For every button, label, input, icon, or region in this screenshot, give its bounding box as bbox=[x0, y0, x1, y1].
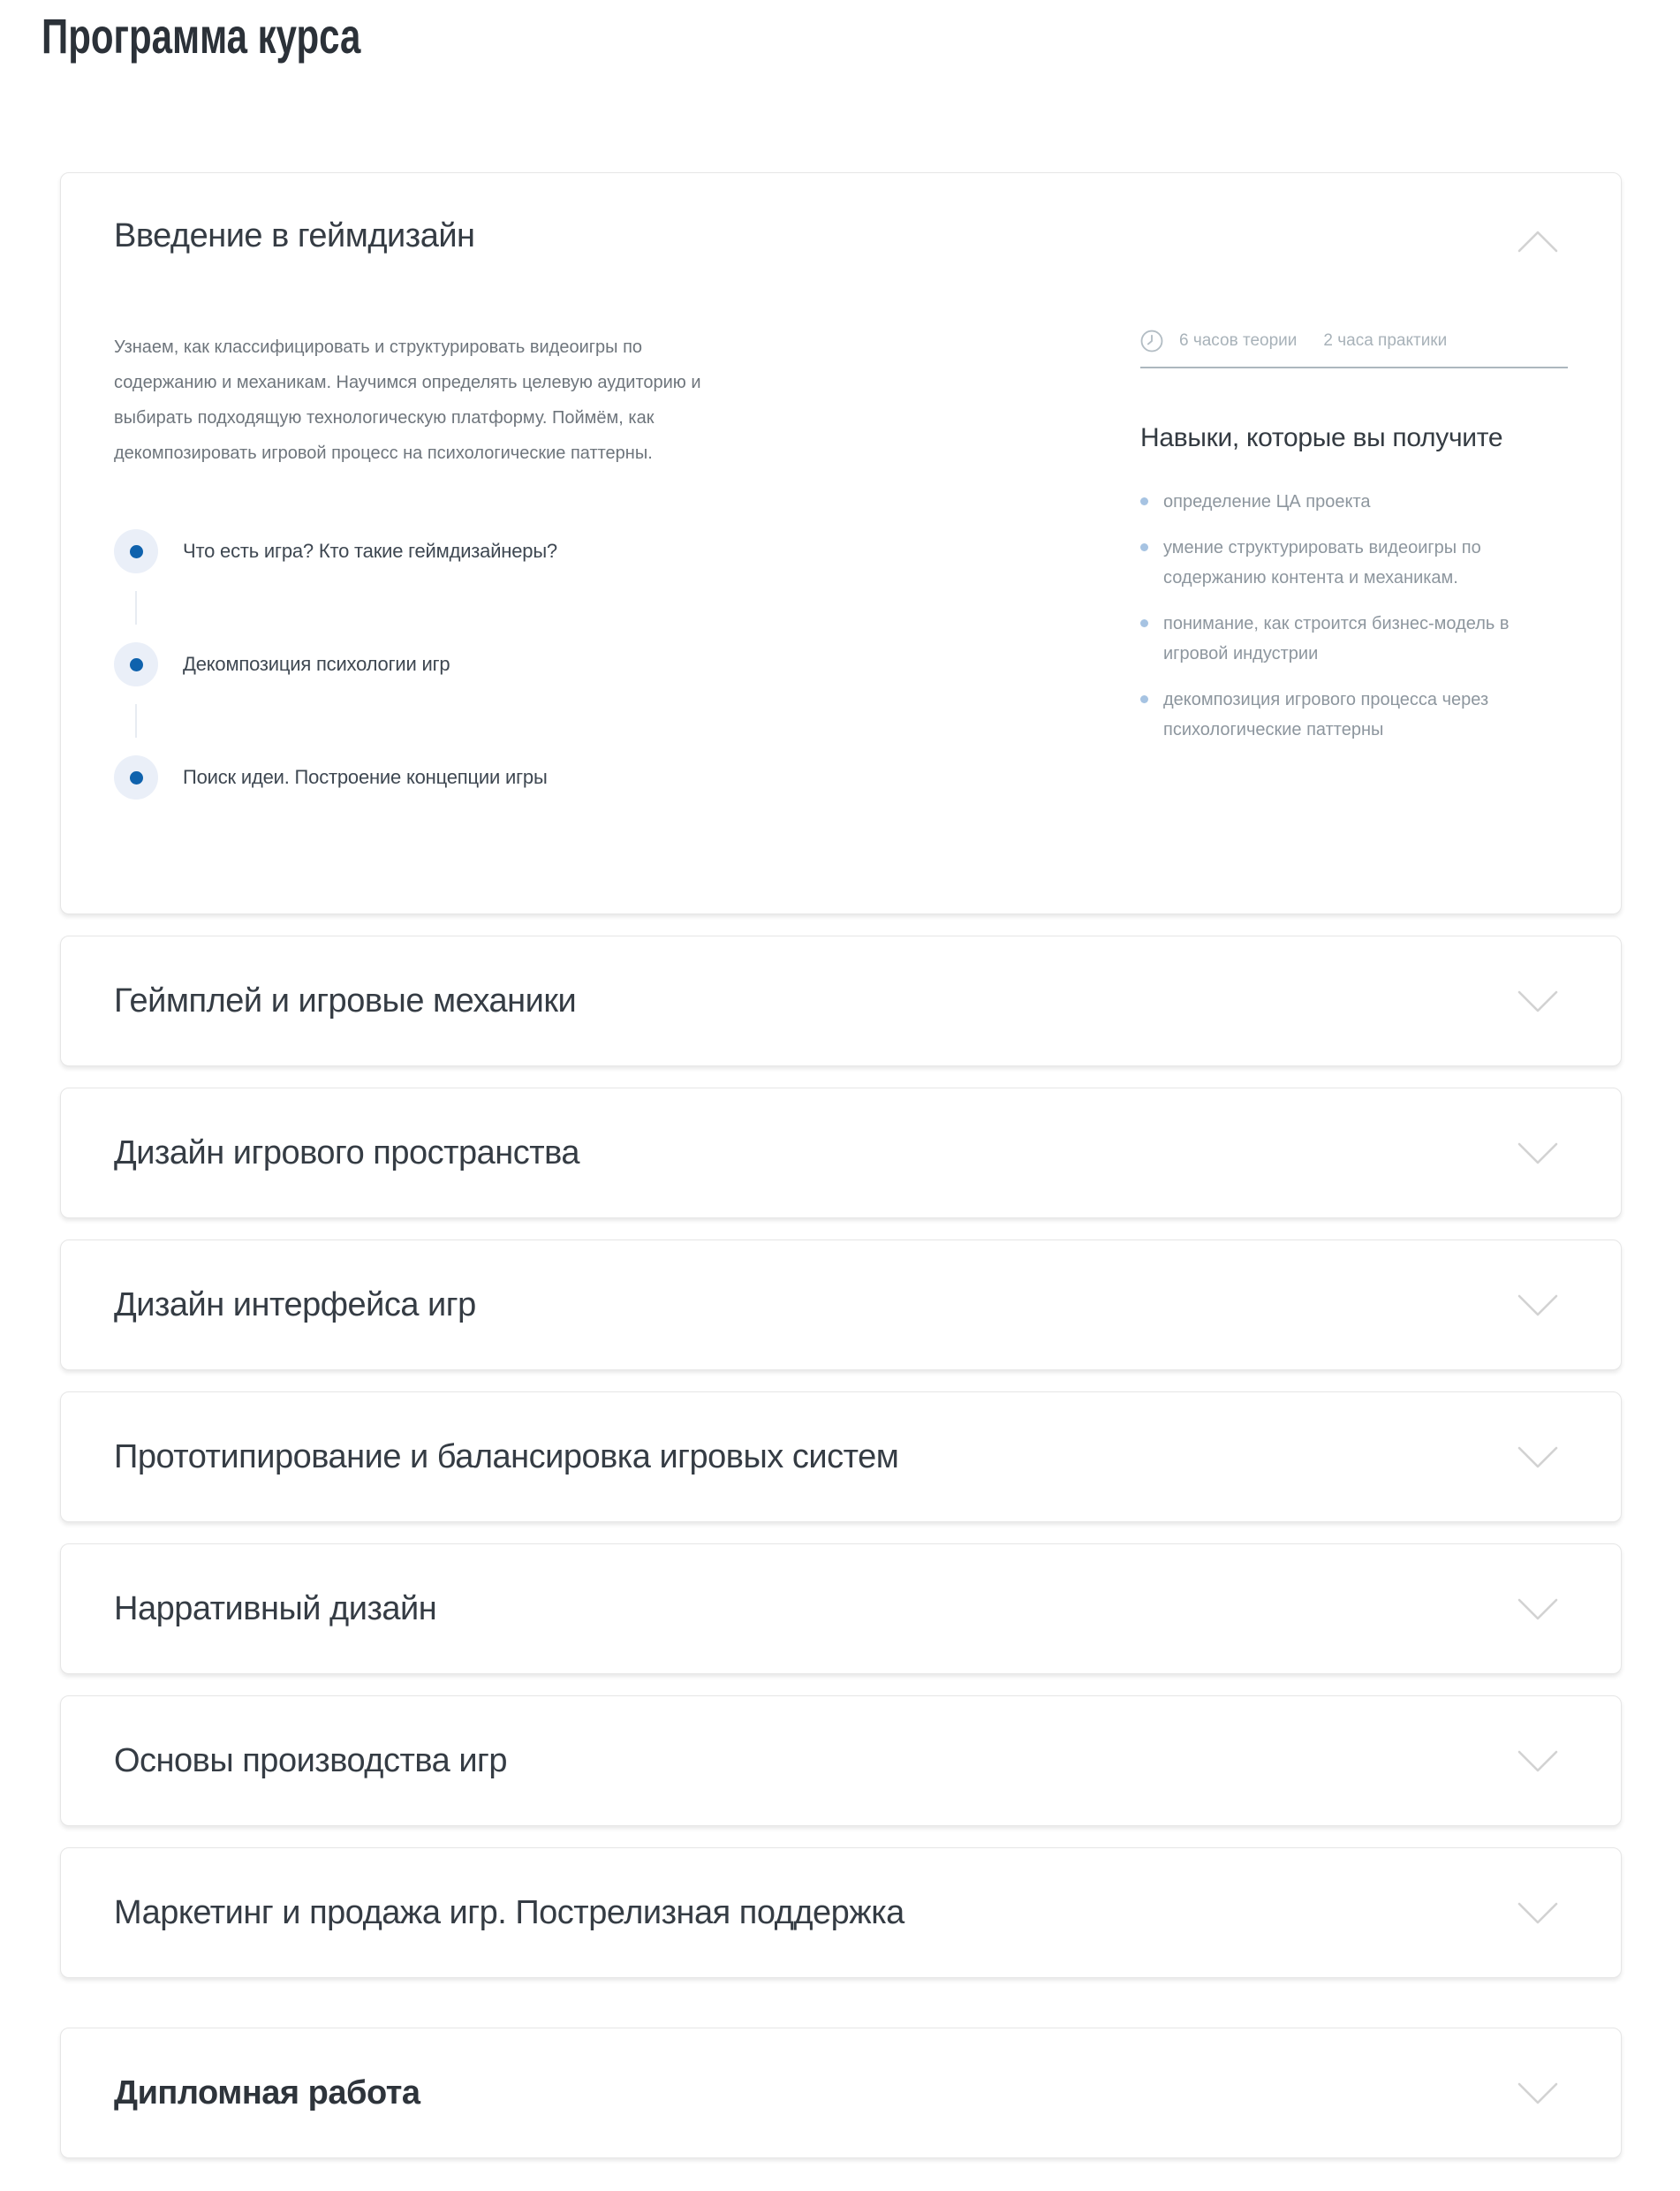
skill-item bbox=[1140, 533, 1568, 593]
chevron-down-icon[interactable] bbox=[1517, 2081, 1559, 2105]
module-card-narrative[interactable] bbox=[60, 1543, 1622, 1674]
module-main-column bbox=[114, 330, 732, 800]
duration-row bbox=[1140, 330, 1568, 368]
module-description: Узнаем, как классифицировать и структурировать видеоигры по содержанию и механикам. Научимся определять целевую аудиторию и выбирать подходящую технологическую платформу. Поймём, как декомпозировать игровой процесс на психологические паттерны. bbox=[114, 337, 701, 463]
skill-text: умение структурировать видеоигры по содержанию контента и механикам. bbox=[1163, 538, 1481, 588]
lesson-item bbox=[114, 642, 732, 686]
module-title: Геймплей и игровые механики bbox=[114, 982, 577, 1020]
skill-item bbox=[1140, 609, 1568, 669]
chevron-down-icon[interactable] bbox=[1517, 1445, 1559, 1469]
module-card-production[interactable] bbox=[60, 1695, 1622, 1826]
lesson-title: Поиск идеи. Построение концепции игры bbox=[183, 766, 548, 788]
chevron-down-icon[interactable] bbox=[1517, 1901, 1559, 1925]
module-card-intro bbox=[60, 172, 1622, 914]
timeline-bullet-icon bbox=[114, 755, 158, 800]
page-title: Программа курса bbox=[42, 8, 361, 64]
lesson-item bbox=[114, 755, 732, 800]
skills-list bbox=[1140, 487, 1568, 745]
lesson-item bbox=[114, 529, 732, 573]
timeline-bullet-icon bbox=[114, 642, 158, 686]
module-body bbox=[114, 330, 1568, 800]
bullet-dot-icon bbox=[1140, 497, 1148, 505]
skill-text: понимание, как строится бизнес-модель в игровой индустрии bbox=[1163, 614, 1510, 663]
bullet-dot-icon bbox=[1140, 695, 1148, 703]
bullet-dot-icon bbox=[1140, 543, 1148, 551]
chevron-down-icon[interactable] bbox=[1517, 989, 1559, 1013]
skill-text: определение ЦА проекта bbox=[1163, 492, 1371, 512]
module-title: Дизайн интерфейса игр bbox=[114, 1285, 476, 1323]
module-title: Введение в геймдизайн bbox=[114, 217, 475, 254]
module-title: Прототипирование и балансировка игровых систем bbox=[114, 1437, 899, 1475]
theory-hours: 6 часов теории bbox=[1179, 331, 1298, 350]
module-title: Дизайн игрового пространства bbox=[114, 1133, 580, 1171]
module-title: Основы производства игр bbox=[114, 1741, 508, 1779]
lesson-title: Декомпозиция психологии игр bbox=[183, 653, 450, 675]
skills-title: Навыки, которые вы получите bbox=[1140, 423, 1503, 452]
skill-text: декомпозиция игрового процесса через психологические паттерны bbox=[1163, 690, 1489, 739]
module-header[interactable] bbox=[114, 217, 1568, 255]
chevron-down-icon[interactable] bbox=[1517, 1597, 1559, 1621]
chevron-down-icon[interactable] bbox=[1517, 1749, 1559, 1773]
lessons-timeline bbox=[114, 529, 732, 800]
module-title: Маркетинг и продажа игр. Пострелизная поддержка bbox=[114, 1893, 904, 1931]
module-card-space-design[interactable] bbox=[60, 1088, 1622, 1218]
timeline-connector bbox=[135, 704, 137, 738]
module-title: Дипломная работа bbox=[114, 2073, 420, 2111]
module-title: Нарративный дизайн bbox=[114, 1589, 437, 1627]
module-side-column bbox=[1140, 330, 1568, 800]
practice-hours: 2 часа практики bbox=[1323, 331, 1448, 350]
timeline-connector bbox=[135, 591, 137, 625]
skill-item bbox=[1140, 685, 1568, 745]
timeline-bullet-icon bbox=[114, 529, 158, 573]
modules-accordion bbox=[60, 172, 1622, 2158]
bullet-dot-icon bbox=[1140, 619, 1148, 627]
lesson-title: Что есть игра? Кто такие геймдизайнеры? bbox=[183, 540, 557, 562]
module-card-diploma[interactable] bbox=[60, 2028, 1622, 2158]
clock-icon bbox=[1140, 330, 1163, 353]
chevron-up-icon[interactable] bbox=[1517, 230, 1559, 254]
chevron-down-icon[interactable] bbox=[1517, 1141, 1559, 1165]
module-card-prototyping[interactable] bbox=[60, 1391, 1622, 1522]
skill-item bbox=[1140, 487, 1568, 517]
module-card-ui-design[interactable] bbox=[60, 1240, 1622, 1370]
chevron-down-icon[interactable] bbox=[1517, 1293, 1559, 1317]
module-card-gameplay[interactable] bbox=[60, 936, 1622, 1066]
module-card-marketing[interactable] bbox=[60, 1847, 1622, 1978]
